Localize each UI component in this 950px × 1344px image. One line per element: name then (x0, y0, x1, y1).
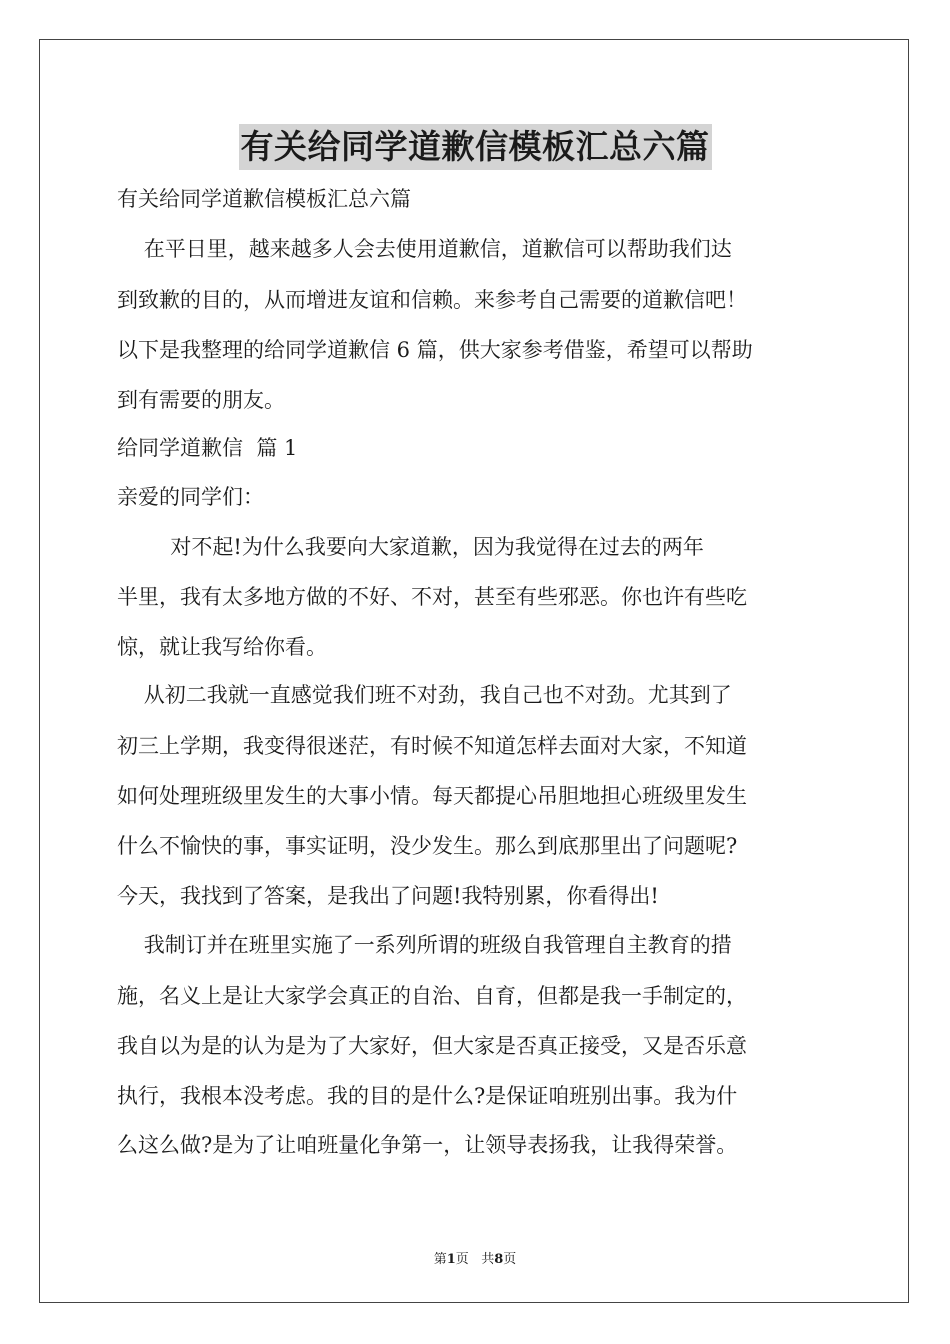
body-line: 我制订并在班里实施了一系列所谓的班级自我管理自主教育的措 (117, 933, 732, 957)
body-line: 半里，我有太多地方做的不好、不对，甚至有些邪恶。你也许有些吃 (117, 585, 747, 609)
body-line: 如何处理班级里发生的大事小情。每天都提心吊胆地担心班级里发生 (117, 784, 747, 808)
footer-page-total: 8 (494, 1252, 504, 1267)
body-line: 施，名义上是让大家学会真正的自治、自育，但都是我一手制定的， (117, 984, 747, 1008)
body-line: 到有需要的朋友。 (117, 388, 285, 412)
footer-page-suffix: 页 (503, 1252, 517, 1267)
document-title-text: 有关给同学道歉信模板汇总六篇 (239, 124, 712, 170)
body-line: 执行，我根本没考虑。我的目的是什么?是保证咱班别出事。我为什 (117, 1084, 738, 1108)
body-line: 到致歉的目的，从而增进友谊和信赖。来参考自己需要的道歉信吧！ (117, 288, 747, 312)
footer-page-mid: 页 共 (455, 1252, 495, 1267)
body-line: 今天，我找到了答案，是我出了问题!我特别累，你看得出! (117, 884, 659, 908)
body-line: 以下是我整理的给同学道歉信 6 篇，供大家参考借鉴，希望可以帮助 (117, 338, 753, 362)
document-subtitle: 有关给同学道歉信模板汇总六篇 (117, 187, 411, 211)
body-line: 么这么做?是为了让咱班量化争第一，让领导表扬我，让我得荣誉。 (117, 1133, 738, 1157)
page-border (39, 39, 909, 1303)
page-footer (0, 1248, 950, 1267)
body-line: 在平日里，越来越多人会去使用道歉信，道歉信可以帮助我们达 (117, 237, 732, 261)
body-line: 从初二我就一直感觉我们班不对劲，我自己也不对劲。尤其到了 (117, 683, 732, 707)
body-line: 给同学道歉信 篇 1 (117, 436, 298, 460)
footer-page-prefix: 第 (433, 1252, 447, 1267)
body-line: 对不起!为什么我要向大家道歉，因为我觉得在过去的两年 (117, 535, 704, 559)
document-title (0, 124, 950, 170)
footer-page-current: 1 (446, 1252, 456, 1267)
body-line: 初三上学期，我变得很迷茫，有时候不知道怎样去面对大家，不知道 (117, 734, 747, 758)
body-line: 亲爱的同学们： (117, 485, 264, 509)
body-line: 什么不愉快的事，事实证明，没少发生。那么到底那里出了问题呢? (117, 834, 738, 858)
body-line: 我自以为是的认为是为了大家好，但大家是否真正接受，又是否乐意 (117, 1034, 747, 1058)
body-line: 惊，就让我写给你看。 (117, 635, 327, 659)
